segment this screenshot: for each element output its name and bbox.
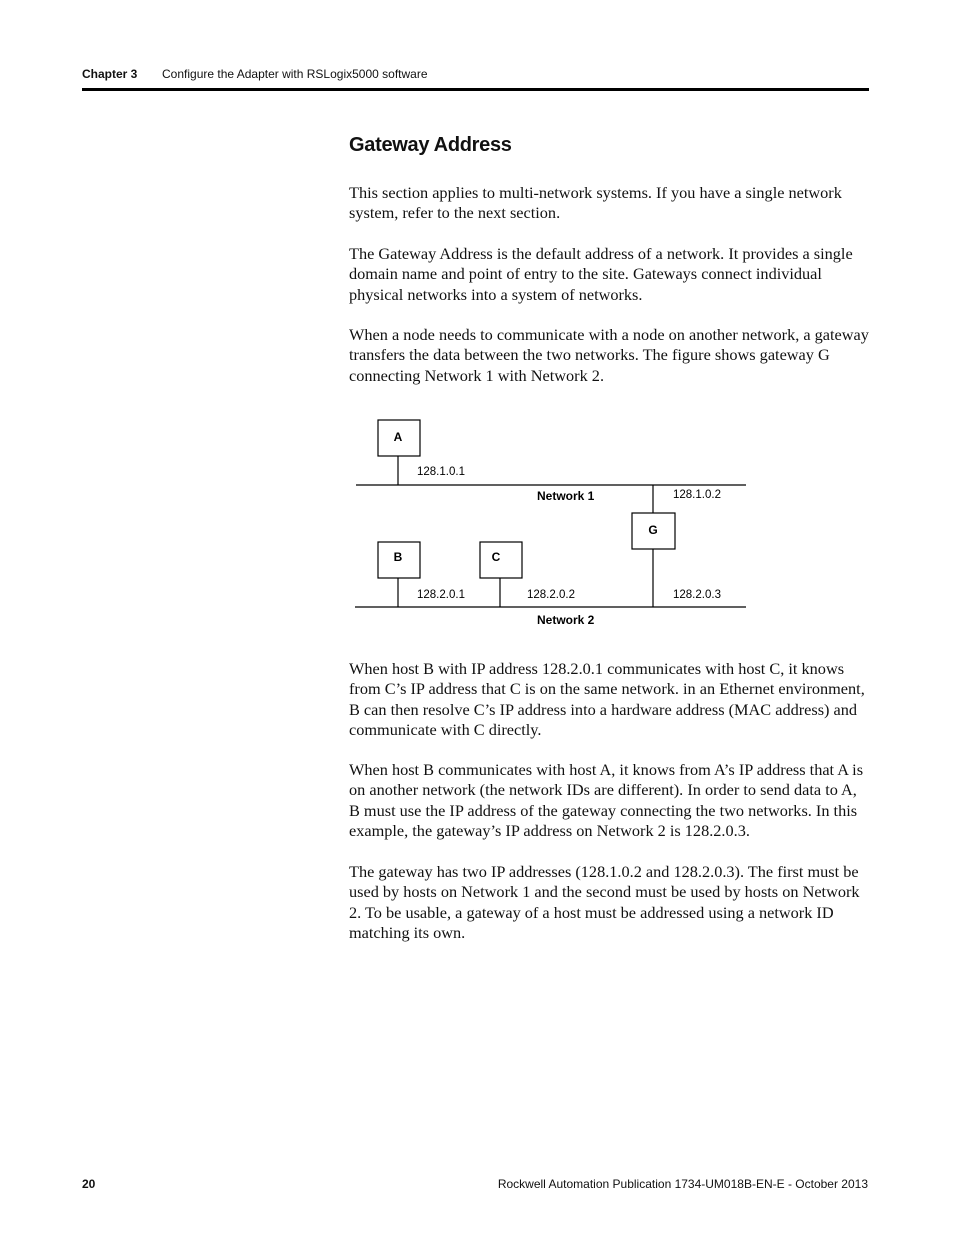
chapter-title: Configure the Adapter with RSLogix5000 software xyxy=(162,67,428,81)
paragraph: The gateway has two IP addresses (128.1.0.2 and 128.2.0.3). The first must be used by hosts on Network 1 and the second must be used by hosts on Network 2. To be usable, a gateway of a host must be addressed using a network ID matching its own. xyxy=(349,862,860,943)
node-g-label: G xyxy=(648,523,658,537)
paragraph: The Gateway Address is the default address of a network. It provides a single domain name and point of entry to the site. Gateways connect individual physical networks into a system of networks. xyxy=(349,244,853,304)
network-diagram xyxy=(340,410,760,635)
publication-info: Rockwell Automation Publication 1734-UM018B-EN-E - October 2013 xyxy=(497,1177,868,1191)
page-number: 20 xyxy=(82,1177,96,1191)
paragraph: When a node needs to communicate with a node on another network, a gateway transfers the data between the two networks. The figure shows gateway G connecting Network 1 with Network 2. xyxy=(349,325,869,385)
node-b-address: 128.2.0.1 xyxy=(417,589,465,601)
node-a-address: 128.1.0.1 xyxy=(417,466,465,478)
network-2-label: Network 2 xyxy=(537,613,595,627)
node-b-label: B xyxy=(393,550,403,564)
paragraph: When host B communicates with host A, it knows from A’s IP address that A is on another network (the network IDs are different). In order to send data to A, B must use the IP address of the gateway connecting the two networks. In this example, the gateway’s IP address on Network 2 is 128.2.0.3. xyxy=(349,760,864,841)
chapter-label: Chapter 3 xyxy=(82,67,138,81)
header-rule xyxy=(82,88,869,91)
paragraph: When host B with IP address 128.2.0.1 communicates with host C, it knows from C’s IP address that C is on the same network. in an Ethernet environment, B can then resolve C’s IP address into a hardware address (MAC address) and communicate with C directly. xyxy=(349,659,865,740)
node-c-address: 128.2.0.2 xyxy=(527,589,575,601)
section-heading: Gateway Address xyxy=(349,134,512,156)
gateway-net2-address: 128.2.0.3 xyxy=(673,589,721,601)
node-c-label: C xyxy=(491,550,501,564)
gateway-net1-address: 128.1.0.2 xyxy=(673,489,721,501)
network-1-label: Network 1 xyxy=(537,489,595,503)
node-c-box xyxy=(480,542,522,578)
paragraph: This section applies to multi-network systems. If you have a single network system, refer to the next section. xyxy=(349,183,842,223)
node-a-label: A xyxy=(393,430,403,444)
